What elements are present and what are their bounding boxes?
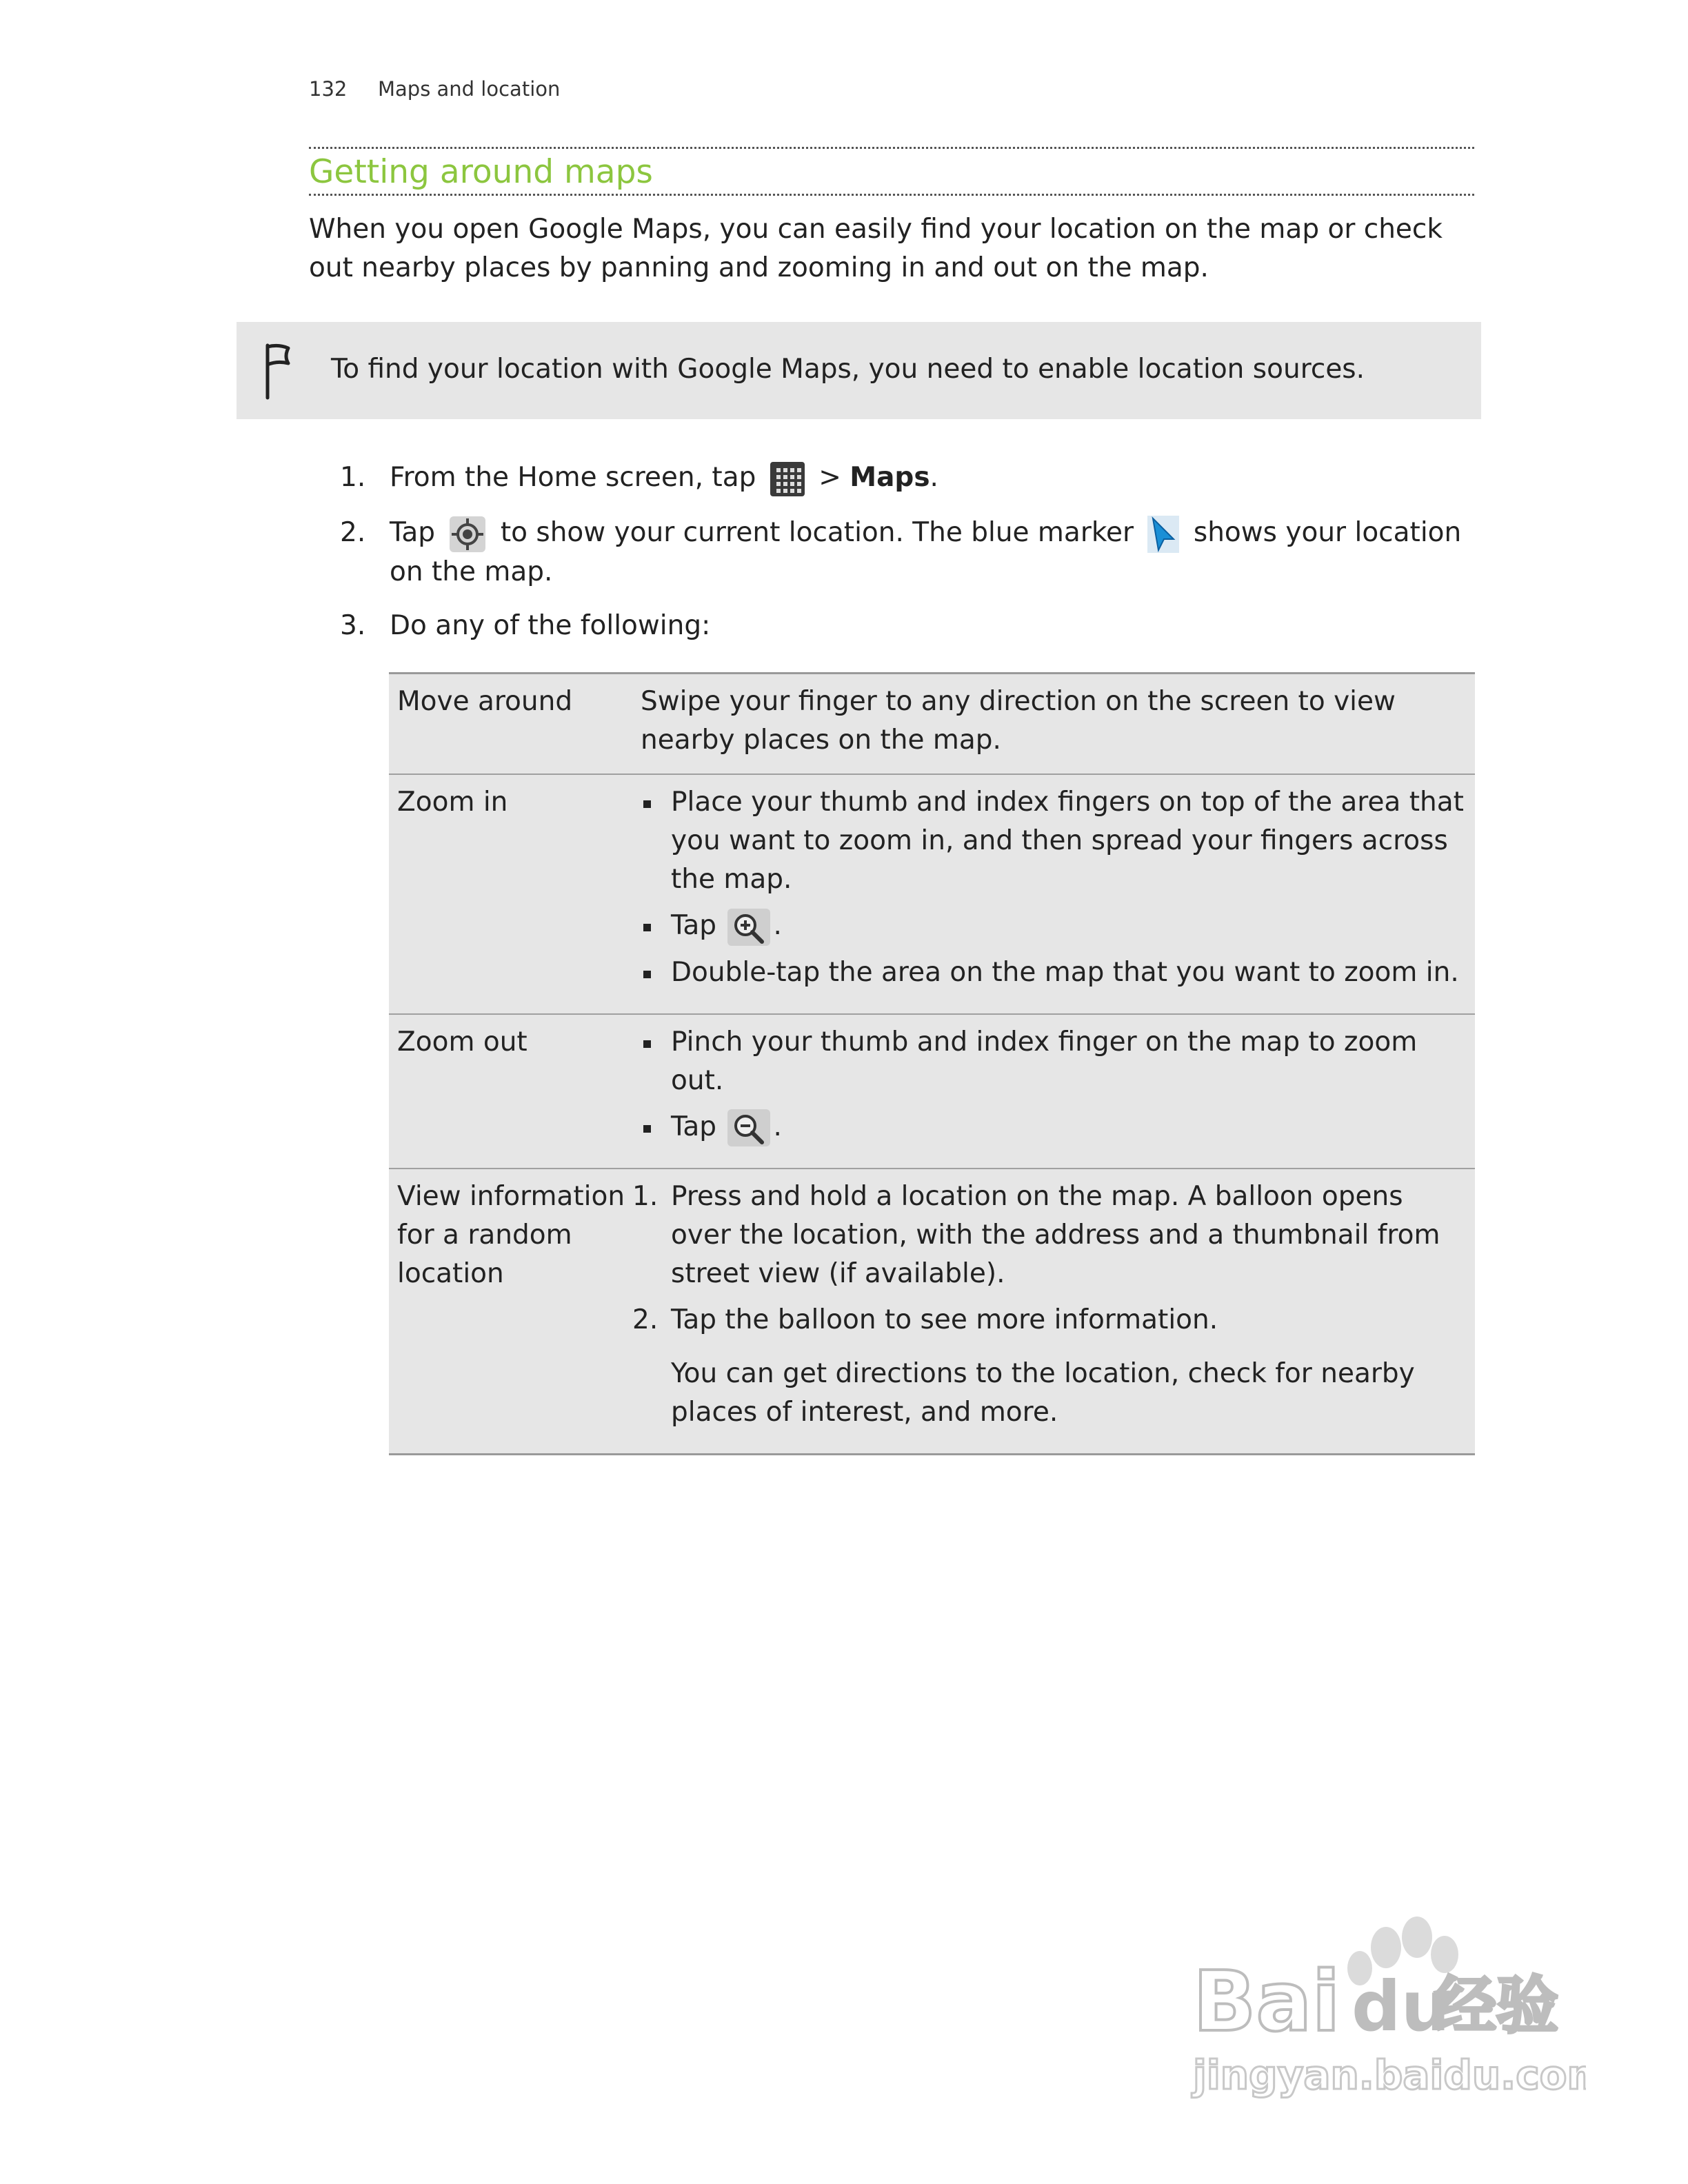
table-row (389, 1014, 1475, 1169)
row-label: Zoom out (389, 1014, 641, 1169)
table-row (389, 674, 1475, 775)
flag-icon (261, 343, 295, 401)
list-item: Pinch your thumb and index finger on the map to zoom out. (641, 1023, 1471, 1100)
list-item: 1. Press and hold a location on the map. A balloon opens over the location, with the address and a thumbnail from street view (if available). (632, 1181, 1440, 1289)
zoom-out-list (641, 1023, 1471, 1147)
list-item: 2. Tap the balloon to see more information. You can get directions to the location, check for nearby places of interest, and more. (641, 1301, 1471, 1432)
step-1 (340, 458, 938, 497)
zoom-in-list (641, 783, 1471, 992)
step-separator: > (818, 462, 841, 493)
svg-text:Bai: Bai (1193, 1954, 1340, 2050)
svg-text:jingyan.baidu.com: jingyan.baidu.com (1193, 2052, 1586, 2099)
note-box (237, 322, 1481, 419)
step-text: Tap (390, 517, 436, 548)
table-row (389, 1169, 1475, 1455)
app-grid-icon (770, 462, 805, 496)
title-rule-bottom (309, 194, 1474, 196)
row-label: Move around (397, 686, 573, 717)
step-period: . (930, 462, 938, 493)
step-number: 1. (340, 462, 366, 493)
step-number: 3. (340, 610, 366, 641)
list-item: Place your thumb and index fingers on top of the area that you want to zoom in, and then spread your fingers across the map. (641, 783, 1471, 899)
page-header (309, 77, 560, 101)
extra-note: You can get directions to the location, check for nearby places of interest, and more. (671, 1358, 1415, 1428)
maps-label: Maps (850, 462, 930, 493)
blue-marker-icon (1147, 516, 1179, 553)
step-text: Do any of the following: (390, 610, 711, 641)
step-text-mid: to show your current location. The blue marker (500, 517, 1134, 548)
table-row (389, 774, 1475, 1014)
section-title: Getting around maps (309, 153, 653, 191)
intro-paragraph: When you open Google Maps, you can easily find your location on the map or check out nearby places by panning and zooming in and out on the map. (309, 214, 1443, 283)
row-label: Zoom in (389, 774, 641, 1014)
baidu-watermark (1179, 1899, 1586, 2106)
actions-table (389, 672, 1475, 1455)
title-rule-top (309, 147, 1474, 149)
step-text: From the Home screen, tap (390, 462, 756, 493)
note-text: To find your location with Google Maps, you need to enable location sources. (331, 354, 1365, 385)
view-info-steps (632, 1177, 1471, 1432)
my-location-icon (449, 516, 486, 553)
list-item: Double-tap the area on the map that you want to zoom in. (641, 953, 1471, 992)
list-item: Tap . (641, 1108, 1471, 1147)
step-3 (340, 607, 711, 645)
svg-text:du: du (1352, 1966, 1450, 2047)
page-number: 132 (309, 77, 348, 101)
chapter-name: Maps and location (378, 77, 561, 101)
zoom-out-icon (727, 1109, 770, 1146)
step-2 (340, 514, 1462, 587)
baidu-paw-icon (1179, 1899, 1586, 2106)
step-number: 2. (340, 517, 366, 548)
step-text-end: shows your location on the map. (390, 517, 1462, 587)
zoom-in-icon (727, 909, 770, 946)
list-item: Tap . (641, 907, 1471, 946)
svg-text:经验: 经验 (1434, 1970, 1558, 2042)
row-label: View information for a random location (389, 1169, 641, 1455)
row-description: Swipe your finger to any direction on the screen to view nearby places on the map. (641, 686, 1396, 756)
